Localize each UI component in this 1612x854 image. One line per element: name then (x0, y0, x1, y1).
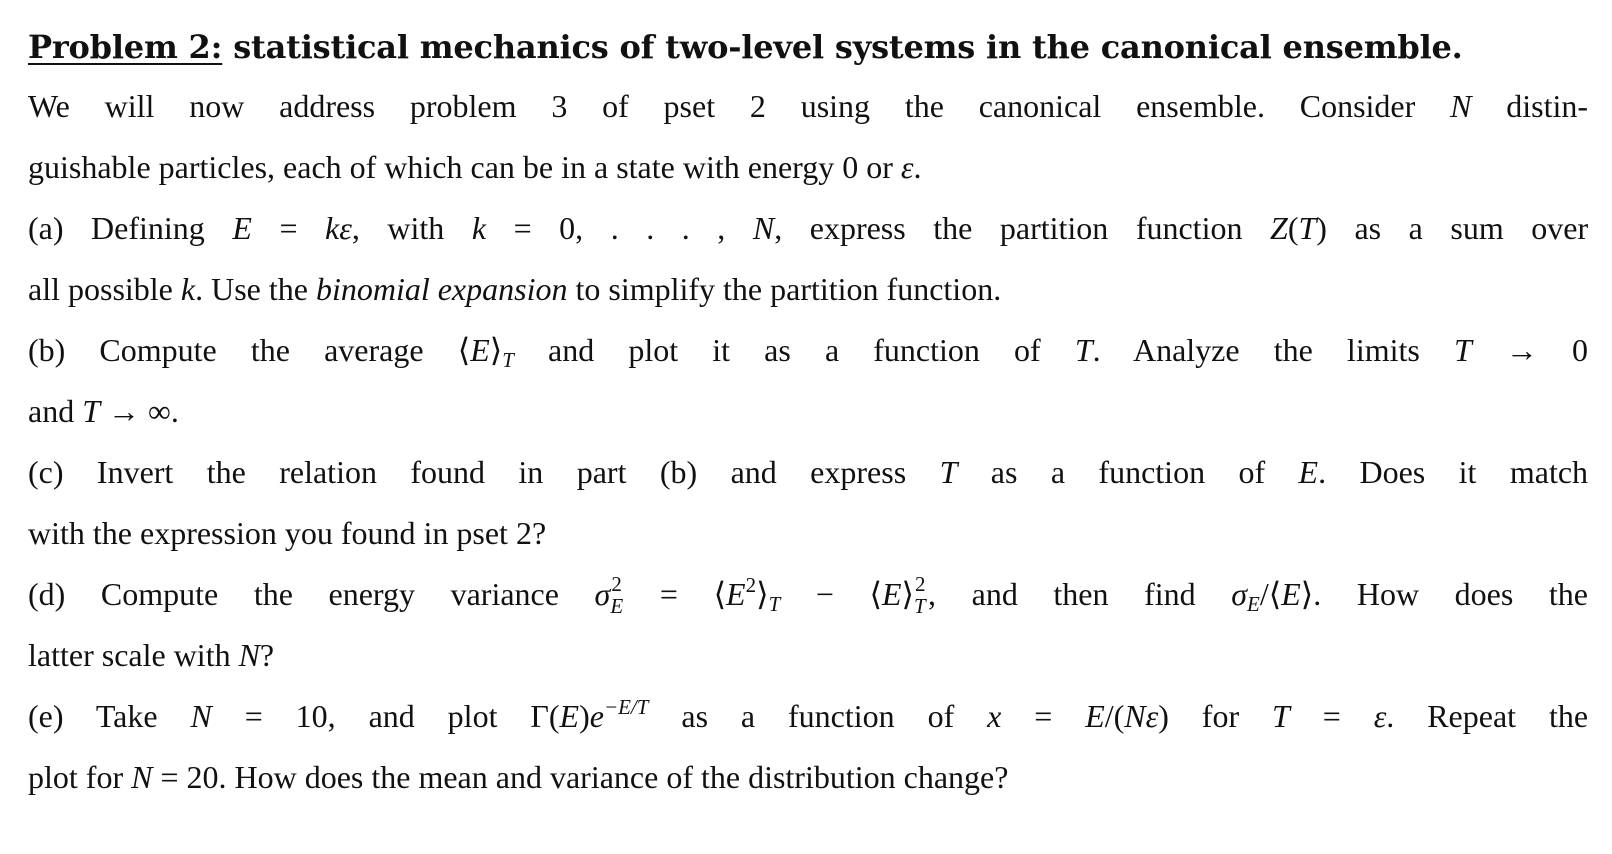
problem-title-text: statistical mechanics of two-level systems in the canonical ensemble. (233, 28, 1463, 66)
math-symbol: T (1272, 698, 1290, 734)
part-b-text: ⟩ (489, 332, 503, 368)
math-symbol: e (589, 698, 604, 734)
math-symbol: E (232, 210, 252, 246)
math-symbol: E (1298, 454, 1319, 490)
part-d-text: ⟩ (901, 576, 915, 612)
math-symbol: T (82, 393, 100, 429)
math-symbol: kε (325, 210, 352, 246)
math-subscript: T (502, 348, 514, 372)
math-symbol: E (726, 576, 746, 612)
math-operator: = (279, 210, 298, 246)
math-superscript: 2 (611, 572, 622, 596)
math-symbol: ε (1373, 698, 1387, 734)
math-symbol: T (1074, 332, 1093, 368)
part-b-text: → 0 (1505, 332, 1589, 368)
part-b-text: and (28, 393, 75, 429)
part-c-text: (c) Invert the relation found in part (b) and express (28, 454, 907, 490)
intro-text: We will now address problem 3 of pset 2 using the canonical ensemble. Consider (28, 88, 1416, 124)
math-symbol: T (1298, 210, 1317, 246)
math-symbol: N (131, 759, 153, 795)
part-c-text: . Does it match (1318, 454, 1589, 490)
math-symbol: k (180, 271, 196, 307)
math-symbol: T (939, 454, 958, 490)
part-e-line-2 (28, 747, 1588, 808)
part-e-text: = 20. How does the mean and variance of the distribution change? (160, 759, 1009, 795)
math-symbol: ε (900, 149, 914, 185)
part-a-text: . Use the (195, 271, 308, 307)
part-e-text: as a function of (681, 698, 955, 734)
math-subscript: E (1247, 592, 1260, 616)
part-b-text: (b) Compute the average ⟨ (28, 332, 471, 368)
part-a-text: = 0, . . . , (513, 210, 726, 246)
part-c-text: as a function of (990, 454, 1266, 490)
part-b-line-1 (28, 320, 1588, 381)
math-symbol: N (752, 210, 775, 246)
problem-label: Problem 2: (28, 28, 223, 66)
part-d-line-2 (28, 625, 1588, 686)
part-a-text: , express the partition function (774, 210, 1243, 246)
part-d-text: (d) Compute the energy variance (28, 576, 559, 612)
math-symbol: E (1281, 576, 1301, 612)
math-symbol: E (470, 332, 490, 368)
math-superscript: 2 (745, 573, 757, 597)
math-subscript: T (768, 592, 781, 616)
part-b-text: . Analyze the limits (1092, 332, 1420, 368)
part-d-text: ⟩ (756, 576, 769, 612)
intro-text: . (913, 149, 922, 185)
problem-document (28, 18, 1588, 808)
part-d-text: − ⟨ (815, 576, 882, 612)
emphasized-text: binomial expansion (315, 271, 568, 307)
math-operator: = (1322, 698, 1341, 734)
part-a-text: ( (1287, 210, 1299, 246)
math-superscript: 2 (915, 572, 926, 596)
part-e-text: /( (1104, 698, 1125, 734)
math-symbol: N (190, 698, 212, 734)
math-symbol: E (1085, 698, 1105, 734)
part-b-text: → ∞. (108, 393, 179, 429)
part-a-text: all possible (28, 271, 173, 307)
math-operator: = (1034, 698, 1053, 734)
part-a-text: to simplify the partition function. (575, 271, 1002, 307)
math-symbol: k (471, 210, 487, 246)
math-supsub (914, 572, 928, 618)
part-e-line-1 (28, 686, 1588, 747)
part-d-line-1 (28, 564, 1588, 625)
math-superscript: −E/T (603, 695, 649, 719)
part-d-text: latter scale with (28, 637, 231, 673)
part-b-text: and plot it as a function of (548, 332, 1041, 368)
part-e-text: = 10, and plot Γ( (244, 698, 560, 734)
part-a-text: (a) Defining (28, 210, 205, 246)
math-symbol: x (987, 698, 1002, 734)
math-supsub (610, 572, 624, 618)
part-d-text: ? (259, 637, 275, 673)
math-symbol: E (559, 698, 580, 734)
part-d-text: = ⟨ (659, 576, 727, 612)
intro-line-1 (28, 76, 1588, 137)
part-a-line-2 (28, 259, 1588, 320)
math-symbol: N (238, 637, 260, 673)
part-e-text: (e) Take (28, 698, 158, 734)
intro-text: distin- (1506, 88, 1589, 124)
math-symbol: E (881, 576, 902, 612)
intro-text: guishable particles, each of which can be in a state with energy 0 or (28, 149, 893, 185)
part-d-text: /⟨ (1259, 576, 1282, 612)
math-symbol: σ (594, 576, 611, 612)
math-symbol: Nε (1124, 698, 1159, 734)
part-c-line-1 (28, 442, 1588, 503)
math-symbol: Z (1270, 210, 1288, 246)
part-d-text: , and then find (928, 576, 1196, 612)
problem-title (28, 18, 1588, 76)
intro-line-2 (28, 137, 1588, 198)
part-d-text: ⟩. How does the (1300, 576, 1588, 612)
part-e-text: ) (579, 698, 590, 734)
part-c-text: with the expression you found in pset 2? (28, 515, 547, 551)
math-subscript: E (610, 594, 624, 618)
part-b-line-2 (28, 381, 1588, 442)
part-c-line-2 (28, 503, 1588, 564)
part-e-text: ) for (1158, 698, 1240, 734)
math-subscript: T (914, 594, 926, 618)
part-a-text: , with (351, 210, 445, 246)
math-symbol: N (1450, 88, 1472, 124)
part-e-text: plot for (28, 759, 124, 795)
part-a-text: ) as a sum over (1316, 210, 1589, 246)
part-a-line-1 (28, 198, 1588, 259)
math-symbol: σ (1231, 576, 1248, 612)
math-symbol: T (1453, 332, 1472, 368)
part-e-text: . Repeat the (1386, 698, 1589, 734)
